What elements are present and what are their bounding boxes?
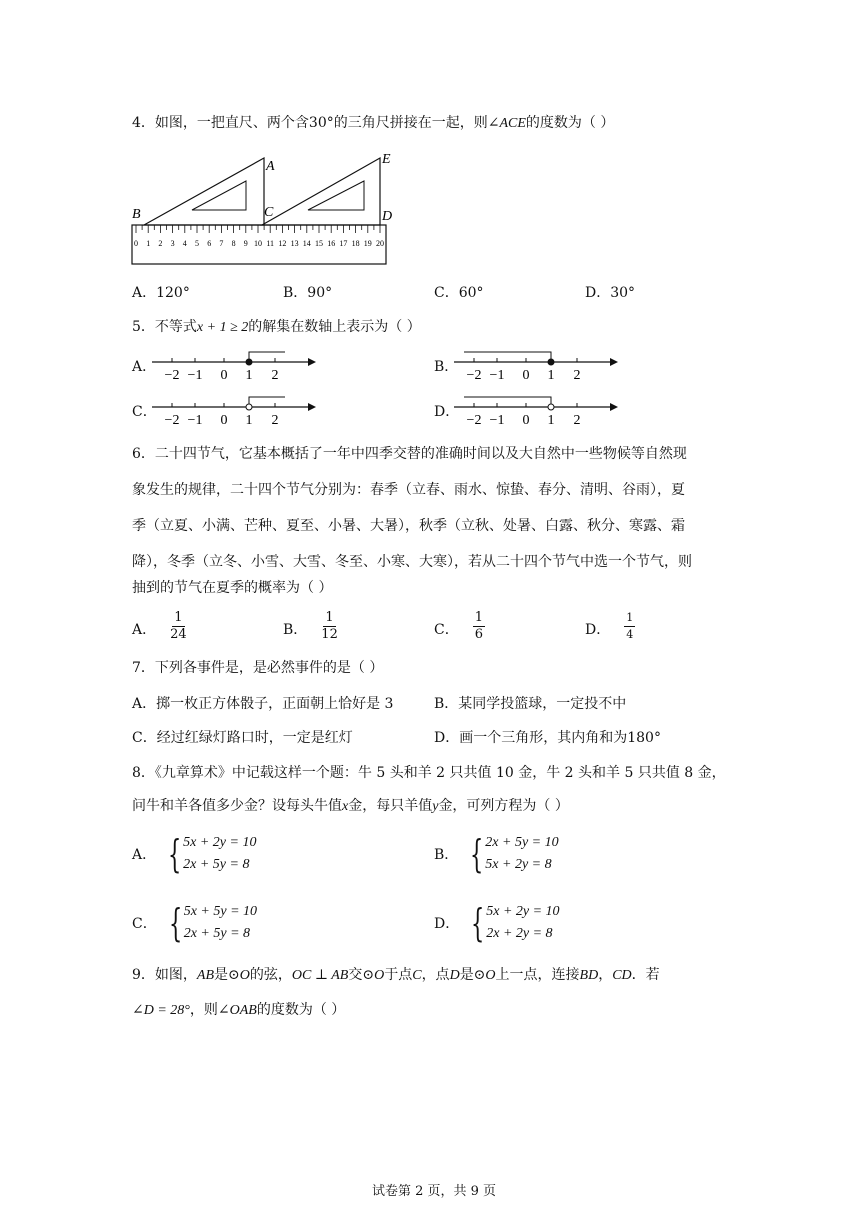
numerator: 1 bbox=[624, 610, 635, 627]
ruler-tick-label: 20 bbox=[376, 239, 384, 248]
ruler-tick-label: 12 bbox=[278, 239, 287, 248]
q6-option-d[interactable]: D． $\frac{1}{4}$ bbox=[585, 611, 634, 641]
q9-line-2: ∠D = 28°，则∠OAB的度数为（ ） bbox=[132, 1002, 346, 1018]
label-B: B bbox=[132, 207, 141, 222]
brace-icon: { bbox=[471, 901, 485, 945]
axis-tick-label: 1 bbox=[547, 413, 555, 428]
axis-tick-label: 0 bbox=[522, 368, 530, 383]
ruler-tick-label: 9 bbox=[243, 239, 248, 248]
denominator: 24 bbox=[170, 627, 187, 642]
open-point-icon bbox=[548, 404, 554, 410]
q6-line-3: 季（立夏、小满、芒种、夏至、小暑、大暑），秋季（立秋、处暑、白露、秋分、寒露、霜 bbox=[132, 518, 685, 534]
q5-option-a-label[interactable]: A． bbox=[132, 359, 157, 375]
q6-line-4: 降），冬季（立冬、小雪、大雪、冬至、小寒、大寒），若从二十四个节气中选一个节气，则 bbox=[132, 554, 692, 570]
axis-tick-label: 1 bbox=[245, 413, 253, 428]
q8-option-c[interactable]: C． { 5x + 5y = 10 2x + 5y = 8 bbox=[132, 901, 258, 945]
ruler-tick-label: 14 bbox=[302, 239, 311, 248]
denominator: 4 bbox=[626, 628, 634, 641]
label-C: C bbox=[264, 205, 274, 220]
ruler-tick-label: 0 bbox=[134, 239, 138, 248]
axis-tick-label: 2 bbox=[271, 368, 279, 383]
axis-tick-label: 2 bbox=[271, 413, 279, 428]
label-A: A bbox=[266, 159, 275, 174]
q7-option-c[interactable]: C．经过红绿灯路口时，一定是红灯 bbox=[132, 730, 353, 746]
ruler-tick-label: 11 bbox=[266, 239, 275, 248]
solution-ray bbox=[249, 352, 285, 362]
brace-icon: { bbox=[168, 901, 183, 945]
axis-tick-label: 0 bbox=[220, 413, 228, 428]
denominator: 6 bbox=[474, 627, 483, 642]
label-E: E bbox=[382, 152, 391, 167]
closed-point-icon bbox=[548, 359, 554, 365]
solution-ray bbox=[464, 352, 551, 362]
ruler-tick-label: 13 bbox=[290, 239, 299, 248]
q7-stem: 7．下列各事件是，是必然事件的是（ ） bbox=[132, 660, 384, 676]
q6-option-c[interactable]: C． $\frac{1}{6}$ bbox=[434, 610, 483, 642]
numerator: 1 bbox=[325, 610, 334, 625]
solution-ray bbox=[249, 397, 285, 407]
ruler-tick-label: 3 bbox=[170, 239, 175, 248]
q4-option-b[interactable]: B．90° bbox=[283, 285, 333, 301]
numerator: 1 bbox=[174, 610, 183, 625]
brace-icon: { bbox=[168, 832, 182, 876]
arrow-icon bbox=[308, 358, 316, 366]
axis-tick-label: −1 bbox=[187, 413, 203, 428]
ruler-tick-label: 15 bbox=[315, 239, 323, 248]
q5-option-b-label[interactable]: B． bbox=[434, 359, 459, 375]
axis-tick-label: 2 bbox=[573, 368, 581, 383]
q5-numberline-d[interactable] bbox=[452, 389, 622, 429]
ruler-tick-label: 6 bbox=[207, 239, 212, 248]
q4-option-a[interactable]: A．120° bbox=[132, 285, 190, 301]
q4-option-d[interactable]: D．30° bbox=[585, 285, 636, 301]
q9-line-1: 9．如图，AB是⊙O的弦，OC ⊥ AB交⊙O于点C，点D是⊙O上一点，连接BD，CD．若 bbox=[132, 967, 660, 983]
q7-option-b[interactable]: B．某同学投篮球，一定投不中 bbox=[434, 696, 627, 712]
ruler-ticks bbox=[134, 225, 384, 248]
q8-line-2: 问牛和羊各值多少金？设每头牛值x金，每只羊值y金，可列方程为（ ） bbox=[132, 798, 569, 814]
numerator: 1 bbox=[474, 610, 483, 625]
closed-point-icon bbox=[246, 359, 252, 365]
q5-option-c-label[interactable]: C． bbox=[132, 404, 157, 420]
ruler-tick-label: 17 bbox=[339, 239, 348, 248]
q4-stem: 4．如图，一把直尺、两个含30°的三角尺拼接在一起，则∠ACE的度数为（ ） bbox=[132, 115, 615, 131]
q7-option-a[interactable]: A．掷一枚正方体骰子，正面朝上恰好是 3 bbox=[132, 696, 394, 712]
q8-option-a[interactable]: A． { 5x + 2y = 10 2x + 5y = 8 bbox=[132, 832, 257, 876]
axis-tick-label: −1 bbox=[187, 368, 203, 383]
brace-icon: { bbox=[470, 832, 484, 876]
axis-tick-label: 0 bbox=[220, 368, 228, 383]
q6-line-2: 象发生的规律，二十四个节气分别为：春季（立春、雨水、惊蛰、春分、清明、谷雨），夏 bbox=[132, 482, 685, 498]
arrow-icon bbox=[610, 403, 618, 411]
triangle-left-inner bbox=[192, 181, 246, 210]
axis-tick-label: 1 bbox=[547, 368, 555, 383]
q5-numberline-c[interactable] bbox=[150, 389, 320, 429]
denominator: 12 bbox=[321, 627, 338, 642]
open-point-icon bbox=[246, 404, 252, 410]
q6-option-b[interactable]: B． $\frac{1}{12}$ bbox=[283, 610, 338, 642]
ruler-tick-label: 16 bbox=[327, 239, 336, 248]
axis-tick-label: −1 bbox=[489, 413, 505, 428]
arrow-icon bbox=[308, 403, 316, 411]
ruler-tick-label: 1 bbox=[146, 239, 151, 248]
triangle-right-inner bbox=[308, 181, 364, 210]
page-footer: 试卷第 2 页，共 9 页 bbox=[371, 1184, 497, 1199]
axis-tick-label: 0 bbox=[522, 413, 530, 428]
axis-tick-label: −2 bbox=[466, 368, 482, 383]
q8-line-1: 8．《九章算术》中记载这样一个题：牛 5 头和羊 2 只共值 10 金，牛 2 头和羊 5 只共值 8 金， bbox=[132, 765, 726, 781]
label-D: D bbox=[382, 209, 393, 224]
q5-numberline-a[interactable] bbox=[150, 344, 320, 384]
axis-tick-label: −1 bbox=[489, 368, 505, 383]
solution-ray bbox=[464, 397, 551, 407]
q4-option-c[interactable]: C．60° bbox=[434, 285, 484, 301]
q8-option-d[interactable]: D． { 5x + 2y = 10 2x + 2y = 8 bbox=[434, 901, 560, 945]
ruler-tick-label: 18 bbox=[351, 239, 360, 248]
q6-option-a[interactable]: A． $\frac{1}{24}$ bbox=[132, 610, 187, 642]
ruler-tick-label: 10 bbox=[254, 239, 262, 248]
ruler-tick-label: 4 bbox=[182, 239, 187, 248]
axis-tick-label: −2 bbox=[164, 368, 180, 383]
arrow-icon bbox=[610, 358, 618, 366]
q7-option-d[interactable]: D．画一个三角形，其内角和为180° bbox=[434, 730, 661, 746]
ruler-tick-label: 7 bbox=[219, 239, 224, 248]
q4-figure bbox=[128, 150, 398, 270]
q8-option-b[interactable]: B． { 2x + 5y = 10 5x + 2y = 8 bbox=[434, 832, 559, 876]
axis-tick-label: 1 bbox=[245, 368, 253, 383]
q5-option-d-label[interactable]: D． bbox=[434, 404, 460, 420]
q5-numberline-b[interactable] bbox=[452, 344, 622, 384]
axis-tick-label: −2 bbox=[466, 413, 482, 428]
q5-stem: 5．不等式x + 1 ≥ 2的解集在数轴上表示为（ ） bbox=[132, 319, 421, 335]
axis-tick-label: −2 bbox=[164, 413, 180, 428]
ruler-tick-label: 19 bbox=[363, 239, 372, 248]
q6-line-5: 抽到的节气在夏季的概率为（ ） bbox=[132, 580, 333, 596]
ruler-tick-label: 8 bbox=[231, 239, 236, 248]
triangle-right bbox=[262, 158, 380, 225]
q6-line-1: 6．二十四节气，它基本概括了一年中四季交替的准确时间以及大自然中一些物候等自然现 bbox=[132, 446, 687, 462]
ruler-tick-label: 5 bbox=[195, 239, 199, 248]
ruler-tick-label: 2 bbox=[158, 239, 163, 248]
axis-tick-label: 2 bbox=[573, 413, 581, 428]
